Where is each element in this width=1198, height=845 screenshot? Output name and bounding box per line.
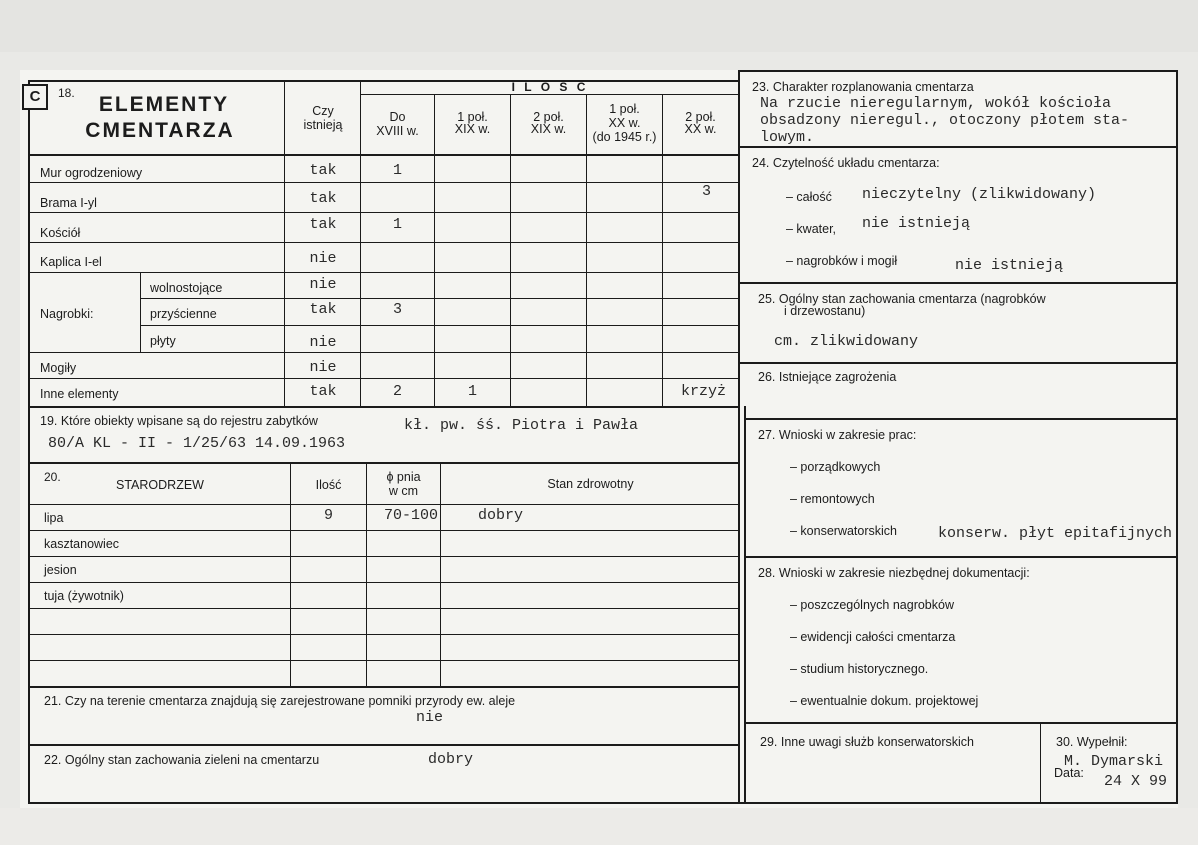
row-kaplica-label: Kaplica I-el xyxy=(40,255,102,269)
section-20-number: 20. xyxy=(44,470,61,484)
col-do18-line2: XVIII w. xyxy=(376,124,419,138)
section-27-item3-value: konserw. płyt epitafijnych xyxy=(938,526,1173,541)
section-19-value2: 80/A KL - II - 1/25/63 14.09.1963 xyxy=(48,435,346,452)
section-30-label: 30. Wypełnił: xyxy=(1056,735,1128,749)
section-27-label: 27. Wnioski w zakresie prac: xyxy=(758,428,917,442)
col-2pol19-line1: 2 poł. xyxy=(533,110,564,124)
tree-lipa-name: lipa xyxy=(44,511,64,525)
section-28-item2: – ewidencji całości cmentarza xyxy=(790,630,956,644)
section-25-label-line2: i drzewostanu) xyxy=(784,304,866,318)
section-19-value1: kł. pw. śś. Piotra i Pawła xyxy=(404,417,639,434)
section-24-nagrobkow-label: – nagrobków i mogił xyxy=(786,254,898,268)
row-kosciol-czy: tak xyxy=(309,216,337,233)
section-28-item4: – ewentualnie dokum. projektowej xyxy=(790,694,979,708)
section-18-number: 18. xyxy=(58,86,75,100)
col-do18-line1: Do xyxy=(389,110,406,124)
row-inne-do18: 2 xyxy=(392,383,402,400)
col-stan: Stan zdrowotny xyxy=(547,477,634,491)
row-mur-label: Mur ogrodzeniowy xyxy=(40,166,143,180)
section-24-kwater-value: nie istnieją xyxy=(862,215,971,232)
section-24-calosc-value: nieczytelny (zlikwidowany) xyxy=(862,186,1097,203)
section-27-item3: – konserwatorskich xyxy=(790,524,897,538)
row-plyty-czy: nie xyxy=(309,334,337,351)
row-inne-czy: tak xyxy=(309,383,337,400)
row-wolno-czy: nie xyxy=(309,276,337,293)
section-21-label: 21. Czy na terenie cmentarza znajdują się zarejestrowane pomniki przyrody ew. aleje xyxy=(44,694,516,708)
row-mogily-czy: nie xyxy=(309,359,337,376)
tree-lipa-qty: 9 xyxy=(323,507,333,524)
row-plyty-label: płyty xyxy=(150,334,176,348)
col-pnia-line1: ϕ pnia xyxy=(386,470,421,484)
section-18-title-line1: ELEMENTY xyxy=(98,93,230,116)
row-kosciol-label: Kościół xyxy=(40,226,81,240)
section-30-data-value: 24 X 99 xyxy=(1104,773,1168,790)
section-18-title-line2: CMENTARZA xyxy=(85,119,235,142)
col-1pol20-line1: 1 poł. xyxy=(609,102,640,116)
row-nagrobki-label: Nagrobki: xyxy=(40,307,94,321)
tree-tuja-name: tuja (żywotnik) xyxy=(44,589,124,603)
section-21-value: nie xyxy=(416,709,444,726)
col-1pol19-line1: 1 poł. xyxy=(457,110,488,124)
section-25-value: cm. zlikwidowany xyxy=(774,333,919,350)
row-inne-xx2: krzyż xyxy=(681,383,727,400)
section-27-item1: – porządkowych xyxy=(790,460,881,474)
section-23-line2: obsadzony nieregul., otoczony płotem sta- xyxy=(760,112,1130,129)
row-brama-xx2: 3 xyxy=(702,183,712,200)
row-inne-xix1: 1 xyxy=(467,383,477,400)
tree-kasztanowiec-name: kasztanowiec xyxy=(44,537,120,551)
section-24-kwater-label: – kwater, xyxy=(786,222,837,236)
section-23-line3: lowym. xyxy=(760,129,815,146)
section-30-data-label: Data: xyxy=(1054,766,1084,780)
col-ilosc: Ilość xyxy=(315,478,342,492)
tree-lipa-diam: 70-100 xyxy=(384,507,439,524)
col-2pol19-line2: XIX w. xyxy=(530,122,567,136)
col-1pol19-line2: XIX w. xyxy=(454,122,491,136)
section-23-line1: Na rzucie nieregularnym, wokół kościoła xyxy=(760,95,1112,112)
section-25-label-line1: 25. Ogólny stan zachowania cmentarza (nagrobków xyxy=(758,292,1046,306)
section-30-name: M. Dymarski xyxy=(1064,753,1164,770)
section-27-item2: – remontowych xyxy=(790,492,875,506)
row-mur-do18: 1 xyxy=(392,162,402,179)
tree-lipa-health: dobry xyxy=(478,507,524,524)
section-29-label: 29. Inne uwagi służb konserwatorskich xyxy=(760,735,975,749)
scan-bottom-margin xyxy=(0,808,1198,845)
card-letter-badge: C xyxy=(22,84,48,110)
row-mur-czy: tak xyxy=(309,162,337,179)
col-czy-line1: Czy xyxy=(312,104,334,118)
section-19-label: 19. Które obiekty wpisane są do rejestru zabytków xyxy=(40,414,318,428)
row-przysc-label: przyścienne xyxy=(150,307,217,321)
ilosc-header: I L O Ś Ć xyxy=(511,80,589,94)
section-26-label: 26. Istniejące zagrożenia xyxy=(758,370,897,384)
col-1pol20-line2: XX w. xyxy=(608,116,641,130)
section-22-value: dobry xyxy=(428,751,474,768)
section-28-item1: – poszczególnych nagrobków xyxy=(790,598,954,612)
row-inne-label: Inne elementy xyxy=(40,387,119,401)
section-20-title: STARODRZEW xyxy=(116,478,204,492)
col-pnia-line2: w cm xyxy=(388,484,419,498)
row-brama-czy: tak xyxy=(309,190,337,207)
section-28-label: 28. Wnioski w zakresie niezbędnej dokumentacji: xyxy=(758,566,1030,580)
section-24-label: 24. Czytelność układu cmentarza: xyxy=(752,156,940,170)
row-kosciol-do18: 1 xyxy=(392,216,402,233)
section-24-calosc-label: – całość xyxy=(786,190,832,204)
section-24-nagrobkow-value: nie istnieją xyxy=(955,257,1064,274)
section-23-label: 23. Charakter rozplanowania cmentarza xyxy=(752,80,974,94)
row-mogily-label: Mogiły xyxy=(40,361,77,375)
row-przysc-do18: 3 xyxy=(392,301,402,318)
col-czy-line2: istnieją xyxy=(303,118,343,132)
col-1pol20-line3: (do 1945 r.) xyxy=(592,130,657,144)
row-wolno-label: wolnostojące xyxy=(150,281,223,295)
section-28-item3: – studium historycznego. xyxy=(790,662,929,676)
section-22-label: 22. Ogólny stan zachowania zieleni na cmentarzu xyxy=(44,753,320,767)
tree-jesion-name: jesion xyxy=(44,563,77,577)
row-przysc-czy: tak xyxy=(309,301,337,318)
row-brama-label: Brama I-yl xyxy=(40,196,97,210)
col-2pol20-line2: XX w. xyxy=(684,122,717,136)
row-kaplica-czy: nie xyxy=(309,250,337,267)
scan-top-margin xyxy=(0,0,1198,52)
col-2pol20-line1: 2 poł. xyxy=(685,110,716,124)
